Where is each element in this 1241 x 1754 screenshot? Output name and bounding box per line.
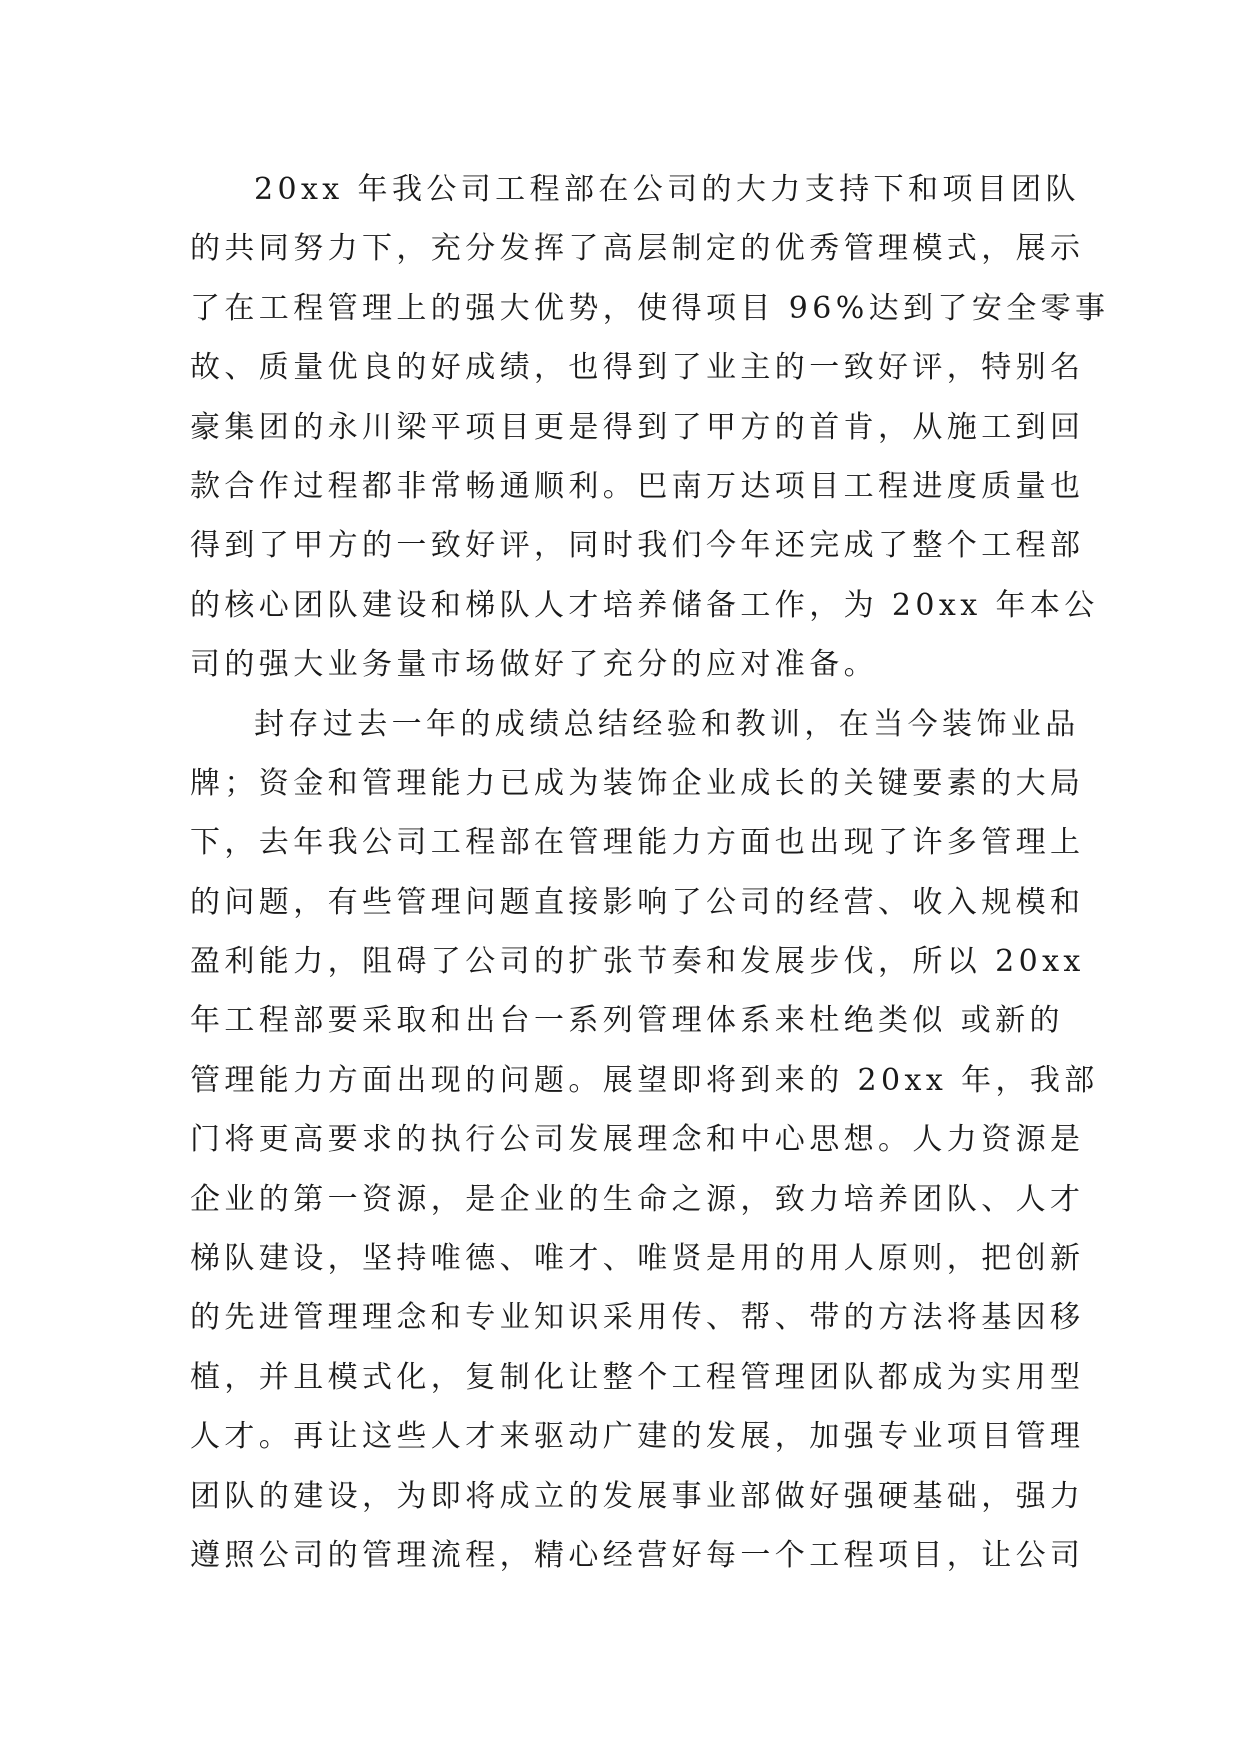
paragraph-line: 得到了甲方的一致好评，同时我们今年还完成了整个工程部 [190,528,1085,564]
paragraph-line: 年工程部要采取和出台一系列管理体系来杜绝类似 或新的 [190,1003,1064,1039]
paragraph-1 [190,160,1110,695]
paragraph-line: 故、质量优良的好成绩，也得到了业主的一致好评，特别名 [190,350,1085,386]
paragraph-line: 封存过去一年的成绩总结经验和教训，在当今装饰业品 [254,706,1080,742]
paragraph-line: 梯队建设，坚持唯德、唯才、唯贤是用的用人原则，把创新 [190,1241,1085,1277]
paragraph-line: 遵照公司的管理流程，精心经营好每一个工程项目，让公司 [190,1537,1085,1573]
paragraph-line: 团队的建设，为即将成立的发展事业部做好强硬基础，强力 [190,1478,1085,1514]
paragraph-line: 植，并且模式化，复制化让整个工程管理团队都成为实用型 [190,1359,1085,1395]
body-text [190,160,1110,1585]
paragraph-line: 豪集团的永川梁平项目更是得到了甲方的首肯，从施工到回 [190,409,1085,445]
paragraph-line: 门将更高要求的执行公司发展理念和中心思想。人力资源是 [190,1122,1085,1158]
paragraph-line: 的问题，有些管理问题直接影响了公司的经营、收入规模和 [190,884,1085,920]
paragraph-line: 20xx 年我公司工程部在公司的大力支持下和项目团队 [254,172,1080,207]
paragraph-line: 下，去年我公司工程部在管理能力方面也出现了许多管理上 [190,825,1085,861]
paragraph-line: 管理能力方面出现的问题。展望即将到来的 20xx 年，我部 [190,1062,1099,1098]
paragraph-line: 款合作过程都非常畅通顺利。巴南万达项目工程进度质量也 [190,468,1085,504]
paragraph-line: 牌；资金和管理能力已成为装饰企业成长的关键要素的大局 [190,765,1085,801]
paragraph-line: 的先进管理理念和专业知识采用传、帮、带的方法将基因移 [190,1300,1085,1336]
paragraph-line: 人才。再让这些人才来驱动广建的发展，加强专业项目管理 [190,1419,1085,1455]
paragraph-line: 的核心团队建设和梯队人才培养储备工作，为 20xx 年本公 [190,587,1099,623]
paragraph-2 [190,695,1099,1586]
paragraph-line: 盈利能力，阻碍了公司的扩张节奏和发展步伐，所以 20xx [190,944,1085,980]
paragraph-line: 企业的第一资源，是企业的生命之源，致力培养团队、人才 [190,1181,1085,1217]
paragraph-line: 了在工程管理上的强大优势，使得项目 96%达到了安全零事 [190,290,1110,326]
paragraph-line: 司的强大业务量市场做好了充分的应对准备。 [190,647,878,683]
paragraph-line: 的共同努力下，充分发挥了高层制定的优秀管理模式，展示 [190,231,1085,267]
